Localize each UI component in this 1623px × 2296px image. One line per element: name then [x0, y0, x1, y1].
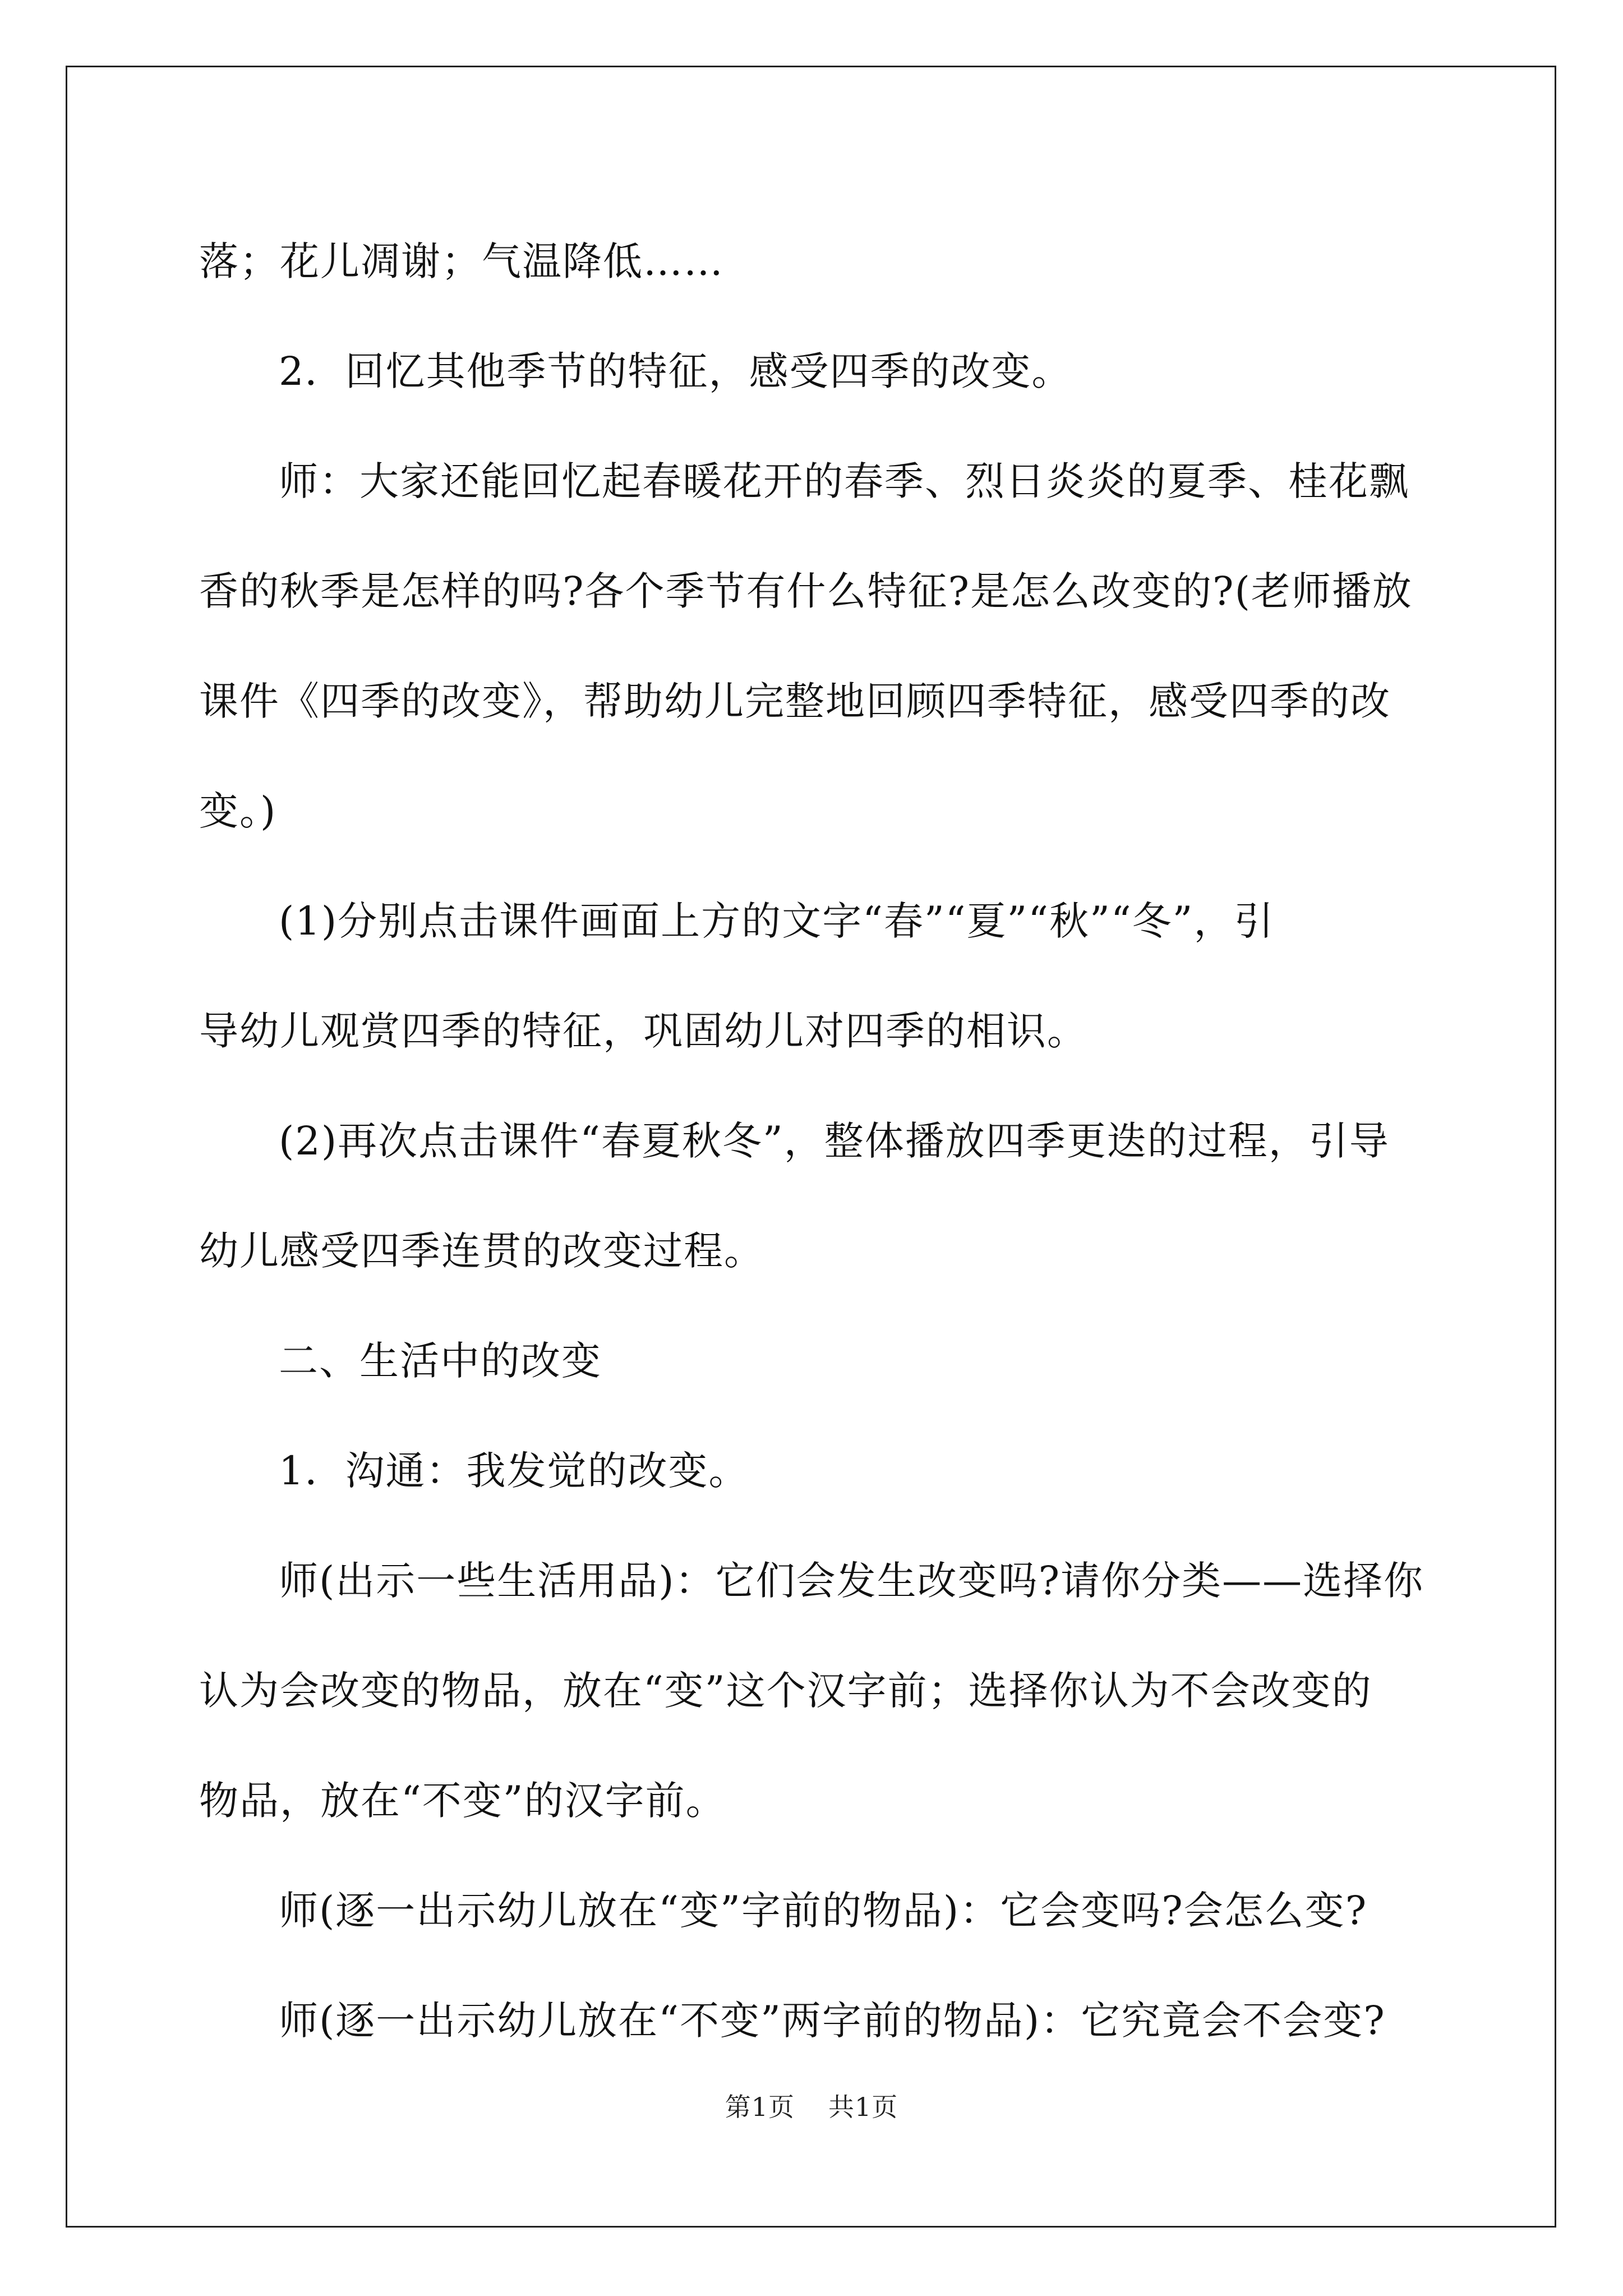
text-line: 导幼儿观赏四季的特征，巩固幼儿对四季的相识。 [199, 1008, 1087, 1054]
text-line: 师(出示一些生活用品)：它们会发生改变吗?请你分类——选择你 [279, 1558, 1424, 1604]
text-line: 香的秋季是怎样的吗?各个季节有什么特征?是怎么改变的?(老师播放 [199, 568, 1413, 614]
text-line: 师(逐一出示幼儿放在“变”字前的物品)：它会变吗?会怎么变? [279, 1888, 1368, 1934]
text-line: (1)分别点击课件画面上方的文字“春”“夏”“秋”“冬”，引 [279, 898, 1275, 944]
text-line: 2．回忆其他季节的特征，感受四季的改变。 [279, 348, 1072, 394]
section-heading: 二、生活中的改变 [279, 1338, 602, 1384]
document-body [199, 206, 1433, 2076]
page-number: 第1页 [725, 2092, 795, 2122]
text-line: 师：大家还能回忆起春暖花开的春季、烈日炎炎的夏季、桂花飘 [279, 458, 1409, 504]
text-line: 课件《四季的改变》，帮助幼儿完整地回顾四季特征，感受四季的改 [199, 678, 1391, 724]
text-line: 1．沟通：我发觉的改变。 [279, 1448, 749, 1494]
text-line: 物品，放在“不变”的汉字前。 [199, 1778, 726, 1824]
page-total: 共1页 [828, 2092, 898, 2122]
text-line: 落；花儿凋谢；气温降低…… [199, 238, 724, 284]
text-line: (2)再次点击课件“春夏秋冬”，整体播放四季更迭的过程，引导 [279, 1118, 1390, 1164]
text-line: 幼儿感受四季连贯的改变过程。 [199, 1228, 764, 1274]
text-line: 变。) [199, 788, 277, 834]
text-line: 认为会改变的物品，放在“变”这个汉字前；选择你认为不会改变的 [199, 1668, 1372, 1714]
text-line: 师(逐一出示幼儿放在“不变”两字前的物品)：它究竟会不会变? [279, 1998, 1386, 2044]
page-footer [0, 2087, 1623, 2124]
